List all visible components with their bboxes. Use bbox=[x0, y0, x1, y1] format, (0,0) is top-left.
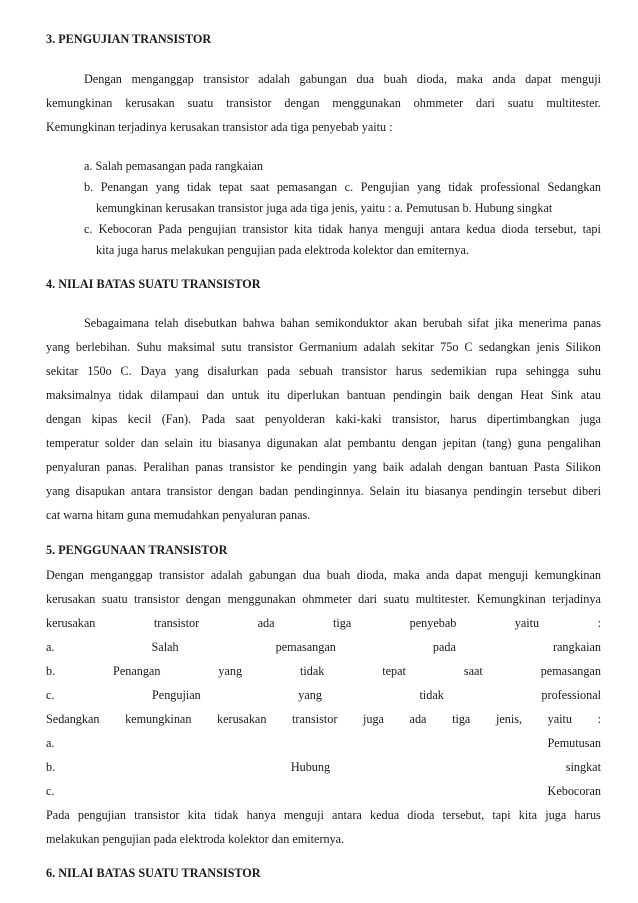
word: professional bbox=[541, 688, 601, 702]
s5-line-3 bbox=[46, 616, 601, 631]
s4-line-8 bbox=[46, 484, 601, 499]
word: suatu bbox=[187, 96, 214, 110]
word: tersebut bbox=[528, 484, 567, 498]
word: tidak bbox=[318, 222, 343, 236]
word: selain bbox=[164, 436, 194, 450]
word: tiga bbox=[332, 616, 352, 630]
word: ke bbox=[280, 460, 293, 474]
word: kerusakan bbox=[217, 712, 267, 726]
word: kita bbox=[518, 808, 538, 822]
word: 75o bbox=[440, 340, 459, 354]
word: semikonduktor bbox=[315, 316, 389, 330]
word: Pada bbox=[46, 808, 70, 822]
word: transistor bbox=[247, 340, 294, 354]
word: menguji bbox=[384, 222, 425, 236]
word: dengan bbox=[185, 592, 222, 606]
word: dengan bbox=[401, 436, 437, 450]
word: gabungan bbox=[248, 568, 297, 582]
word: dua bbox=[356, 72, 375, 86]
word: yang bbox=[155, 180, 180, 194]
word: transistor bbox=[153, 616, 200, 630]
word: gabungan bbox=[299, 72, 347, 86]
word: C. bbox=[120, 364, 132, 378]
word: tiga bbox=[452, 712, 471, 726]
word: adalah bbox=[363, 340, 396, 354]
word: yang bbox=[218, 664, 243, 678]
word: itu bbox=[266, 388, 280, 402]
word: hanya bbox=[348, 222, 379, 236]
word: menggunakan bbox=[332, 96, 401, 110]
word: hanya bbox=[246, 808, 276, 822]
word: akan bbox=[394, 316, 418, 330]
word: maksimal bbox=[167, 340, 216, 354]
word: tidak bbox=[419, 688, 444, 702]
word: solder bbox=[104, 436, 135, 450]
word: yaitu bbox=[547, 712, 572, 726]
word: adalah bbox=[409, 460, 442, 474]
word: kita bbox=[293, 222, 313, 236]
word: Pada bbox=[158, 222, 182, 236]
word: dioda bbox=[407, 808, 435, 822]
word: baik bbox=[382, 460, 404, 474]
word: c. bbox=[344, 180, 354, 194]
word: pendingin bbox=[473, 484, 523, 498]
word: sehingga bbox=[525, 364, 570, 378]
word: disebutkan bbox=[184, 316, 238, 330]
word: a. bbox=[46, 640, 55, 654]
word: harus bbox=[450, 412, 477, 426]
word: juga bbox=[362, 712, 384, 726]
word: kecil bbox=[127, 412, 152, 426]
word: c. bbox=[46, 688, 55, 702]
word: dengan bbox=[447, 460, 483, 474]
word: Germanium bbox=[299, 340, 358, 354]
word: juga bbox=[579, 412, 601, 426]
s3-list-c-line-2: kita juga harus melakukan pengujian pada elektroda kolektor dan emiternya. bbox=[96, 243, 469, 257]
word: jenis, bbox=[495, 712, 523, 726]
s5-line-4 bbox=[46, 640, 601, 655]
word: maka bbox=[456, 72, 483, 86]
word: suatu bbox=[507, 96, 534, 110]
word: Peralihan bbox=[143, 460, 190, 474]
s5-line-5 bbox=[46, 664, 601, 679]
word: tidak bbox=[187, 180, 212, 194]
word: itu bbox=[405, 484, 419, 498]
word: dari bbox=[358, 592, 378, 606]
word: pada bbox=[432, 640, 456, 654]
word: tidak bbox=[214, 808, 239, 822]
word: itu bbox=[199, 436, 213, 450]
word: pengujian bbox=[188, 222, 237, 236]
word: sebuah bbox=[298, 364, 333, 378]
word: menguji bbox=[283, 808, 324, 822]
s4-line-1 bbox=[84, 316, 601, 331]
word: atau bbox=[580, 388, 601, 402]
word: pada bbox=[267, 364, 291, 378]
s3-list-a: a. Salah pemasangan pada rangkaian bbox=[84, 159, 264, 173]
word: antara bbox=[430, 222, 461, 236]
word: yang bbox=[417, 180, 441, 194]
word: maksimalnya bbox=[46, 388, 111, 402]
word: Heat bbox=[520, 388, 544, 402]
word: harus bbox=[574, 808, 601, 822]
word: Pemutusan bbox=[547, 736, 601, 750]
word: tersebut, bbox=[534, 222, 577, 236]
word: Penangan bbox=[100, 180, 149, 194]
word: pembantu bbox=[347, 436, 396, 450]
word: diberi bbox=[572, 484, 601, 498]
word: Kebocoran bbox=[98, 222, 153, 236]
word: bantuan bbox=[489, 460, 528, 474]
word: panas. bbox=[106, 460, 138, 474]
word: juga bbox=[545, 808, 567, 822]
word: diperlukan bbox=[287, 388, 340, 402]
word: multitester. bbox=[415, 592, 471, 606]
section-5-heading: 5. PENGGUNAAN TRANSISTOR bbox=[46, 543, 228, 557]
word: transistor bbox=[292, 712, 338, 726]
word: badan bbox=[259, 484, 289, 498]
word: buah bbox=[326, 568, 351, 582]
word: bahan bbox=[280, 316, 310, 330]
s5-line-11 bbox=[46, 808, 601, 823]
word: transistor bbox=[203, 72, 249, 86]
word: dapat bbox=[525, 72, 552, 86]
word: jepitan bbox=[443, 436, 477, 450]
word: dioda bbox=[501, 222, 529, 236]
word: sifat bbox=[467, 316, 489, 330]
word: penyaluran bbox=[46, 460, 101, 474]
word: sedangkan bbox=[478, 340, 531, 354]
word: C bbox=[464, 340, 473, 354]
word: Selain bbox=[369, 484, 400, 498]
word: Pada bbox=[201, 412, 226, 426]
section-6-heading: 6. NILAI BATAS SUATU TRANSISTOR bbox=[46, 866, 261, 880]
s5-line-1 bbox=[46, 568, 601, 583]
word: c. bbox=[84, 222, 93, 236]
word: c. bbox=[46, 784, 55, 798]
word: pengalihan bbox=[547, 436, 601, 450]
s4-line-4 bbox=[46, 388, 601, 403]
word: menguji bbox=[561, 72, 601, 86]
word: disapukan bbox=[75, 484, 126, 498]
word: pengujian bbox=[77, 808, 126, 822]
word: : bbox=[597, 616, 601, 630]
word: adalah bbox=[258, 72, 290, 86]
word: harus bbox=[395, 364, 423, 378]
word: dari bbox=[475, 96, 495, 110]
word: Daya bbox=[140, 364, 167, 378]
word: yang bbox=[46, 340, 70, 354]
word: saat bbox=[250, 180, 270, 194]
word: penyebab bbox=[409, 616, 457, 630]
s4-line-2 bbox=[46, 340, 601, 355]
s5-line-9 bbox=[46, 760, 601, 775]
word: saat bbox=[463, 664, 483, 678]
s3-line-2 bbox=[46, 96, 601, 111]
word: b. bbox=[46, 664, 56, 678]
word: Suhu bbox=[136, 340, 162, 354]
s5-line-6 bbox=[46, 688, 601, 703]
word: tidak bbox=[448, 180, 473, 194]
word: suatu bbox=[383, 592, 410, 606]
word: transistor bbox=[229, 460, 275, 474]
word: pendinginnya. bbox=[294, 484, 364, 498]
s3-line-1 bbox=[84, 72, 601, 87]
s5-line-10 bbox=[46, 784, 601, 799]
word: yang bbox=[46, 484, 70, 498]
word: Sedangkan bbox=[46, 712, 100, 726]
word: digunakan bbox=[266, 436, 318, 450]
word: transistor bbox=[134, 808, 180, 822]
word: ohmmeter bbox=[302, 592, 352, 606]
word: kedua bbox=[466, 222, 496, 236]
word: Salah bbox=[151, 640, 179, 654]
word: dioda, bbox=[416, 72, 448, 86]
word: ada bbox=[257, 616, 275, 630]
word: dapat bbox=[455, 568, 482, 582]
word: anda bbox=[492, 72, 516, 86]
word: panas bbox=[573, 316, 601, 330]
word: Hubung bbox=[290, 760, 331, 774]
word: anda bbox=[426, 568, 450, 582]
word: yang bbox=[175, 364, 199, 378]
word: tidak bbox=[299, 664, 325, 678]
word: pemasangan bbox=[276, 180, 338, 194]
s3-list-c-line-1 bbox=[84, 222, 601, 237]
s5-line-12: melakukan pengujian pada elektroda kolektor dan emiternya. bbox=[46, 832, 345, 846]
word: jika bbox=[494, 316, 513, 330]
word: dioda, bbox=[356, 568, 387, 582]
word: sekitar bbox=[46, 364, 79, 378]
word: telah bbox=[154, 316, 179, 330]
word: terjadinya bbox=[552, 592, 601, 606]
word: kerusakan bbox=[125, 96, 175, 110]
word: menggunakan bbox=[227, 592, 296, 606]
section-4-heading: 4. NILAI BATAS SUATU TRANSISTOR bbox=[46, 277, 261, 291]
word: kerusakan bbox=[46, 592, 96, 606]
word: menganggap bbox=[131, 72, 194, 86]
s4-line-9: cat warna hitam guna memudahkan penyaluran panas. bbox=[46, 508, 311, 522]
word: kerusakan bbox=[46, 616, 96, 630]
word: panas bbox=[195, 460, 224, 474]
word: kemungkinan bbox=[125, 712, 192, 726]
word: berlebihan. bbox=[75, 340, 131, 354]
word: Pasta bbox=[533, 460, 560, 474]
word: disalurkan bbox=[207, 364, 259, 378]
word: suhu bbox=[577, 364, 601, 378]
word: bantuan bbox=[346, 388, 386, 402]
word: biasanya bbox=[424, 484, 468, 498]
word: suatu bbox=[101, 592, 128, 606]
word: berubah bbox=[422, 316, 463, 330]
word: saat bbox=[235, 412, 255, 426]
word: yang bbox=[353, 460, 377, 474]
word: antara bbox=[131, 484, 161, 498]
word: pemasangan bbox=[540, 664, 601, 678]
word: Dengan bbox=[46, 568, 84, 582]
word: transistor bbox=[134, 592, 180, 606]
s4-line-3 bbox=[46, 364, 601, 379]
word: Dengan bbox=[84, 72, 122, 86]
word: tapi bbox=[582, 222, 601, 236]
word: b. bbox=[84, 180, 94, 194]
word: alat bbox=[323, 436, 342, 450]
word: sekitar bbox=[401, 340, 434, 354]
word: buah bbox=[383, 72, 408, 86]
word: Sink bbox=[550, 388, 574, 402]
word: tidak bbox=[118, 388, 143, 402]
s5-line-7 bbox=[46, 712, 601, 727]
section-3-heading: 3. PENGUJIAN TRANSISTOR bbox=[46, 32, 212, 46]
word: transistor bbox=[226, 96, 272, 110]
word: b. bbox=[46, 760, 56, 774]
word: : bbox=[597, 712, 601, 726]
word: singkat bbox=[565, 760, 601, 774]
word: dan bbox=[206, 388, 225, 402]
word: Silikon bbox=[565, 340, 601, 354]
word: dengan bbox=[284, 96, 320, 110]
word: penyolderan bbox=[264, 412, 326, 426]
word: dan bbox=[140, 436, 159, 450]
word: Pengujian bbox=[360, 180, 410, 194]
s4-line-7 bbox=[46, 460, 601, 475]
s3-line-3: Kemungkinan terjadinya kerusakan transistor ada tiga penyebab yaitu : bbox=[46, 120, 393, 134]
word: Silikon bbox=[565, 460, 601, 474]
word: menganggap bbox=[90, 568, 153, 582]
s4-line-6 bbox=[46, 436, 601, 451]
word: transistor bbox=[158, 568, 205, 582]
word: menerima bbox=[518, 316, 568, 330]
word: Pengujian bbox=[152, 688, 201, 702]
word: sedemikian bbox=[431, 364, 487, 378]
word: dengan bbox=[46, 412, 82, 426]
word: rangkaian bbox=[552, 640, 601, 654]
word: (tang) bbox=[482, 436, 512, 450]
word: maka bbox=[393, 568, 420, 582]
word: menguji bbox=[488, 568, 529, 582]
word: yang bbox=[298, 688, 322, 702]
word: temperatur bbox=[46, 436, 99, 450]
word: rupa bbox=[495, 364, 517, 378]
word: a. bbox=[46, 736, 55, 750]
word: kaki-kaki bbox=[335, 412, 382, 426]
word: kedua bbox=[370, 808, 400, 822]
word: Penangan bbox=[113, 664, 161, 678]
word: Sedangkan bbox=[547, 180, 601, 194]
s3-list-b-line-2: kemungkinan kerusakan transistor juga ada tiga jenis, yaitu : a. Pemutusan b. Hubung singkat bbox=[96, 201, 553, 215]
word: multitester. bbox=[546, 96, 601, 110]
s3-list-b-line-1 bbox=[84, 180, 601, 195]
s5-line-2 bbox=[46, 592, 601, 607]
word: dengan bbox=[218, 484, 254, 498]
word: kemungkinan bbox=[46, 96, 113, 110]
word: Kebocoran bbox=[547, 784, 601, 798]
word: professional bbox=[480, 180, 540, 194]
word: Sebagaimana bbox=[84, 316, 149, 330]
word: kita bbox=[187, 808, 206, 822]
word: sutu bbox=[221, 340, 242, 354]
word: adalah bbox=[210, 568, 243, 582]
word: transistor bbox=[242, 222, 288, 236]
word: antara bbox=[332, 808, 362, 822]
word: 150o bbox=[87, 364, 112, 378]
word: kipas bbox=[91, 412, 118, 426]
word: pendingin bbox=[298, 460, 347, 474]
word: dipertimbangkan bbox=[486, 412, 570, 426]
word: yaitu bbox=[514, 616, 540, 630]
s4-line-5 bbox=[46, 412, 601, 427]
word: pendingin bbox=[392, 388, 442, 402]
word: ohmmeter bbox=[413, 96, 464, 110]
word: tersebut, bbox=[442, 808, 485, 822]
word: transistor bbox=[341, 364, 387, 378]
word: tepat bbox=[382, 664, 406, 678]
word: guna bbox=[517, 436, 542, 450]
word: transistor bbox=[166, 484, 213, 498]
word: dilampaui bbox=[150, 388, 200, 402]
word: baik bbox=[449, 388, 471, 402]
word: Kemungkinan bbox=[476, 592, 546, 606]
word: dua bbox=[302, 568, 321, 582]
word: tepat bbox=[218, 180, 243, 194]
word: jenis bbox=[536, 340, 560, 354]
word: tapi bbox=[492, 808, 511, 822]
word: ada bbox=[409, 712, 427, 726]
word: pemasangan bbox=[275, 640, 336, 654]
word: bahwa bbox=[242, 316, 275, 330]
word: biasanya bbox=[218, 436, 261, 450]
word: (Fan). bbox=[161, 412, 192, 426]
word: kemungkinan bbox=[534, 568, 601, 582]
word: transistor, bbox=[391, 412, 440, 426]
word: untuk bbox=[231, 388, 260, 402]
word: dengan bbox=[477, 388, 513, 402]
s5-line-8 bbox=[46, 736, 601, 751]
